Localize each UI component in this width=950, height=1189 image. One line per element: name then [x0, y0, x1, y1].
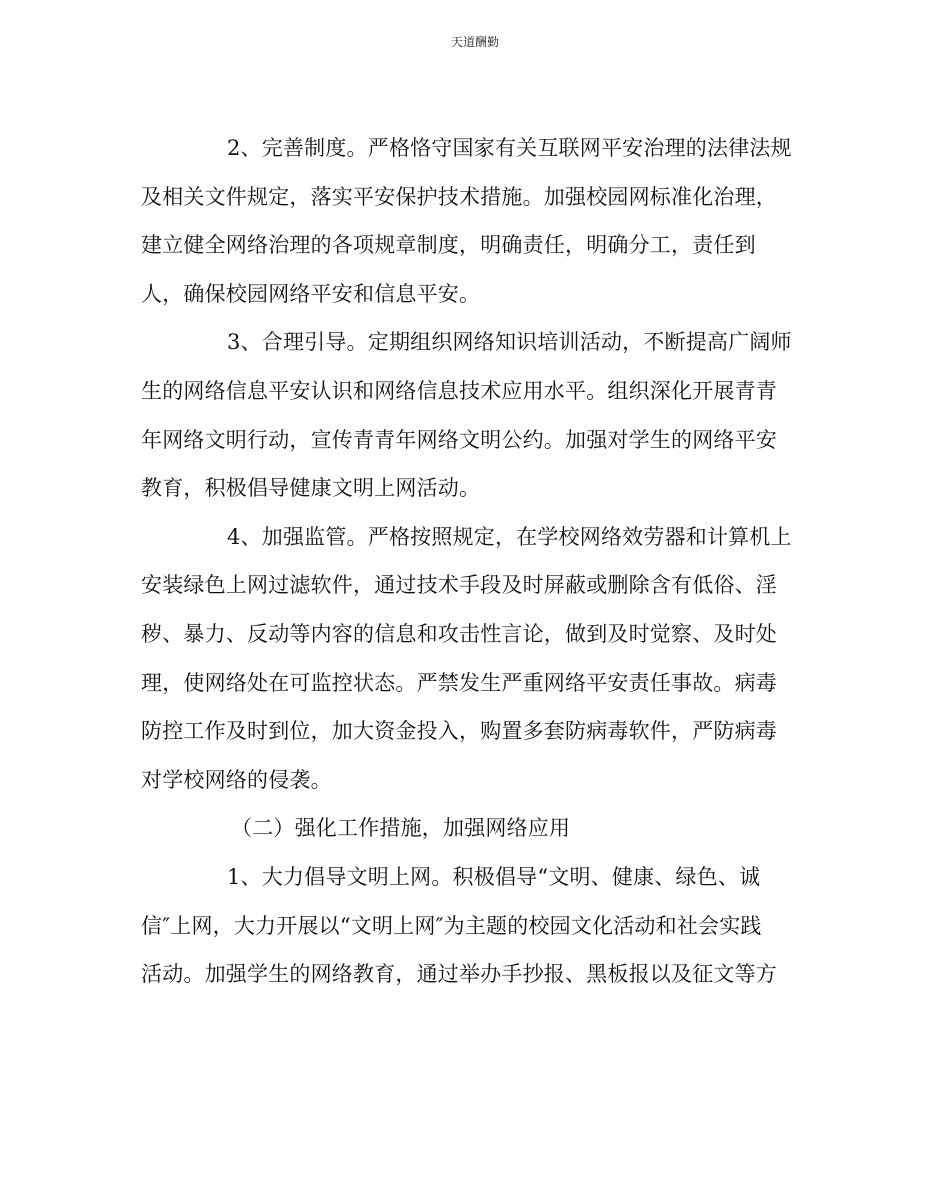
text-line: 及相关文件规定，落实平安保护技术措施。加强校园网标准化治理， — [141, 184, 777, 209]
text-line: 秽、暴力、反动等内容的信息和攻击性言论，做到及时觉察、及时处 — [141, 621, 777, 646]
page-header: 天道酬勤 — [450, 35, 499, 49]
text-line: 活动。加强学生的网络教育，通过举办手抄报、黑板报以及征文等方 — [141, 962, 777, 987]
text-line: 安装绿色上网过滤软件，通过技术手段及时屏蔽或删除含有低俗、淫 — [141, 573, 777, 598]
text-line: 信″上网，大力开展以“文明上网″为主题的校园文化活动和社会实践 — [141, 913, 762, 938]
text-line: 3、合理引导。定期组织网络知识培训活动，不断提高广阔师 — [227, 330, 792, 355]
text-line: 对学校网络的侵袭。 — [141, 767, 332, 792]
text-line: 2、完善制度。严格恪守国家有关互联网平安治理的法律法规 — [227, 136, 792, 160]
text-line: 人，确保校园网络平安和信息平安。 — [141, 281, 481, 306]
text-line: 4、加强监管。严格按照规定，在学校网络效劳器和计算机上 — [227, 524, 792, 549]
text-line: 1、大力倡导文明上网。积极倡导“文明、健康、绿色、诚 — [227, 864, 761, 889]
text-line: 建立健全网络治理的各项规章制度，明确责任，明确分工，责任到 — [141, 233, 756, 258]
section-heading: （二）强化工作措施，加强网络应用 — [231, 816, 571, 841]
document-body — [141, 124, 811, 999]
text-line: 教育，积极倡导健康文明上网活动。 — [141, 476, 481, 501]
text-line: 年网络文明行动，宣传青青年网络文明公约。加强对学生的网络平安 — [141, 427, 777, 452]
text-line: 生的网络信息平安认识和网络信息技术应用水平。组织深化开展青青 — [141, 378, 777, 403]
text-line: 理，使网络处在可监控状态。严禁发生严重网络平安责任事故。病毒 — [141, 670, 777, 695]
text-line: 防控工作及时到位，加大资金投入，购置多套防病毒软件，严防病毒 — [141, 719, 777, 744]
